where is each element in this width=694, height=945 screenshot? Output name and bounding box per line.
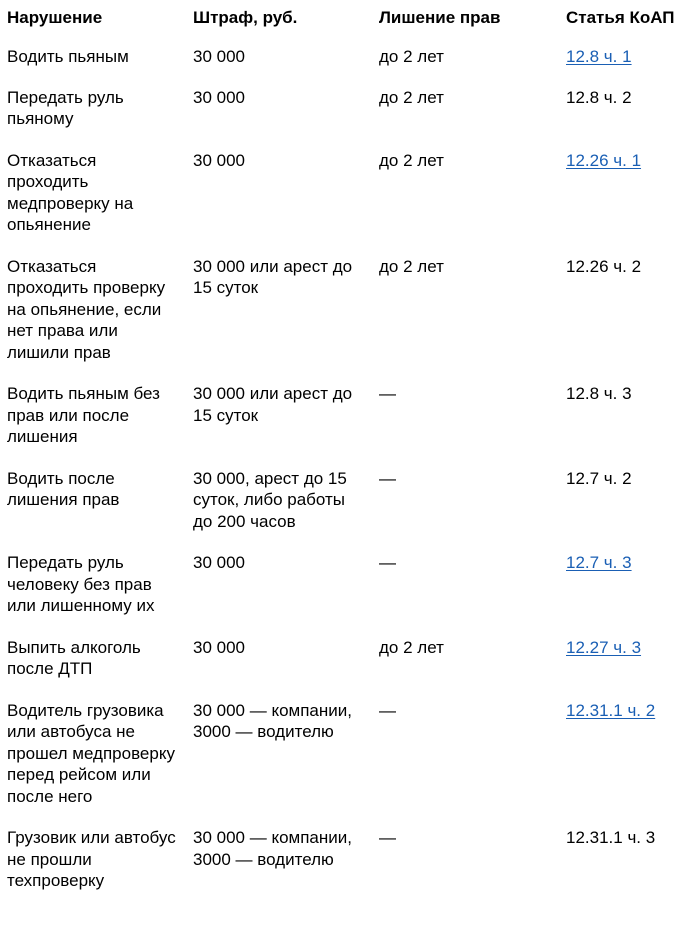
fine-cell: 30 000 xyxy=(193,553,245,572)
header-article: Статья КоАП xyxy=(566,8,675,27)
header-violation: Нарушение xyxy=(7,8,103,27)
table-row xyxy=(0,150,694,256)
article-cell: 12.7 ч. 2 xyxy=(566,468,632,488)
table-row xyxy=(0,256,694,384)
violation-cell: Отказаться проходить медпроверку на опьянение xyxy=(7,150,134,234)
table-row xyxy=(0,87,694,150)
deprivation-cell: до 2 лет xyxy=(379,256,444,276)
table-row xyxy=(0,46,694,87)
fine-cell: 30 000 или арест до 15 суток xyxy=(193,384,353,425)
deprivation-cell: до 2 лет xyxy=(379,87,444,107)
violation-cell: Водить после лишения прав xyxy=(7,468,120,509)
deprivation-cell: — xyxy=(379,384,396,403)
header-deprivation: Лишение прав xyxy=(379,8,501,27)
violation-cell: Выпить алкоголь после ДТП xyxy=(7,637,141,678)
article-cell: 12.26 ч. 2 xyxy=(566,256,642,276)
table-row xyxy=(0,637,694,700)
fine-cell: 30 000, арест до 15 суток, либо работы до 200 часов xyxy=(193,468,347,531)
deprivation-cell: — xyxy=(379,828,396,847)
deprivation-cell: до 2 лет xyxy=(379,150,444,170)
fine-cell: 30 000 xyxy=(193,150,245,170)
table-row xyxy=(0,827,694,912)
table-row xyxy=(0,700,694,828)
table-row xyxy=(0,468,694,553)
violation-cell: Водить пьяным без прав или после лишения xyxy=(7,384,160,446)
article-link[interactable]: 12.8 ч. 1 xyxy=(566,47,632,66)
header-fine: Штраф, руб. xyxy=(193,8,298,27)
deprivation-cell: до 2 лет xyxy=(379,637,444,657)
article-cell: 12.8 ч. 3 xyxy=(566,384,632,403)
violation-cell: Водитель грузовика или автобуса не прошел медпроверку перед рейсом или после него xyxy=(7,700,175,806)
table-row xyxy=(0,552,694,637)
deprivation-cell: — xyxy=(379,553,396,572)
deprivation-cell: — xyxy=(379,700,396,720)
fine-cell: 30 000 xyxy=(193,87,245,107)
fine-cell: 30 000 — компании, 3000 — водителю xyxy=(193,828,352,869)
violation-cell: Передать руль человеку без прав или лишенному их xyxy=(7,553,155,615)
article-cell: 12.8 ч. 2 xyxy=(566,87,632,107)
violation-cell: Отказаться проходить проверку на опьянение, если нет права или лишили прав xyxy=(7,256,166,362)
article-cell: 12.31.1 ч. 3 xyxy=(566,828,656,847)
table-row xyxy=(0,383,694,468)
table-header xyxy=(0,0,694,46)
fine-cell: 30 000 — компании, 3000 — водителю xyxy=(193,700,352,741)
violation-cell: Передать руль пьяному xyxy=(7,87,124,128)
deprivation-cell: — xyxy=(379,468,396,488)
fine-cell: 30 000 xyxy=(193,47,245,66)
deprivation-cell: до 2 лет xyxy=(379,47,444,66)
article-link[interactable]: 12.27 ч. 3 xyxy=(566,637,642,657)
article-link[interactable]: 12.26 ч. 1 xyxy=(566,150,642,170)
article-link[interactable]: 12.7 ч. 3 xyxy=(566,553,632,572)
violation-cell: Грузовик или автобус не прошли техпроверку xyxy=(7,828,176,890)
fine-cell: 30 000 xyxy=(193,637,245,657)
violation-cell: Водить пьяным xyxy=(7,47,129,66)
article-link[interactable]: 12.31.1 ч. 2 xyxy=(566,700,656,720)
fine-cell: 30 000 или арест до 15 суток xyxy=(193,256,353,297)
